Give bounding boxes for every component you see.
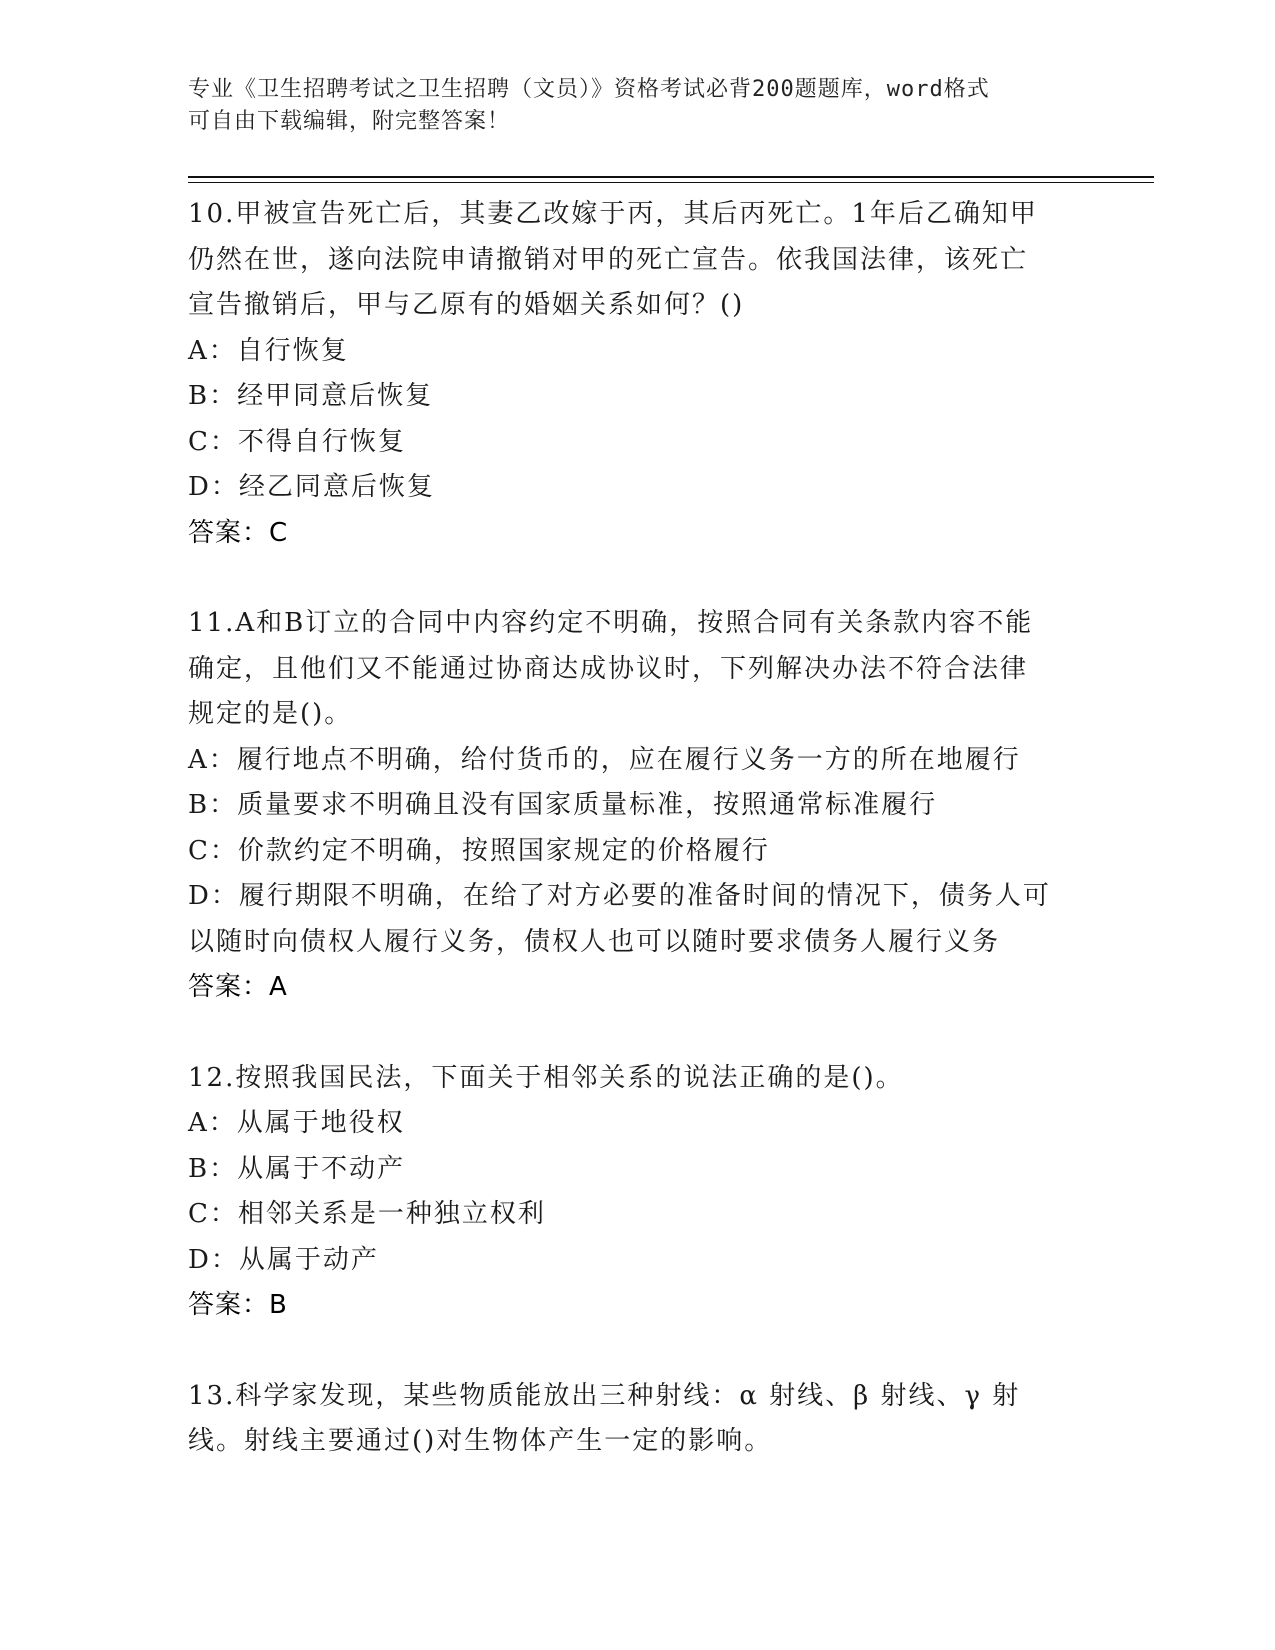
question-stem-line: 仍然在世，遂向法院申请撤销对甲的死亡宣告。依我国法律，该死亡 (188, 244, 1029, 275)
option-d: D：履行期限不明确，在给了对方必要的准备时间的情况下，债务人可 (188, 881, 1051, 911)
question-stem-line: 11.A和B订立的合同中内容约定不明确，按照合同有关条款内容不能 (188, 608, 1034, 638)
question-13 (188, 1374, 1088, 1465)
answer: 答案：A (188, 972, 288, 1002)
option-a: A：履行地点不明确，给付货币的，应在履行义务一方的所在地履行 (188, 744, 1021, 775)
question-stem-line: 10.甲被宣告死亡后，其妻乙改嫁于丙，其后丙死亡。1年后乙确知甲 (188, 199, 1038, 229)
option-c: C：价款约定不明确，按照国家规定的价格履行 (188, 835, 770, 866)
document-header (188, 74, 1068, 138)
question-stem-line: 线。射线主要通过()对生物体产生一定的影响。 (188, 1426, 773, 1456)
header-line-1: 专业《卫生招聘考试之卫生招聘（文员）》资格考试必背200题题库，word格式 (188, 77, 990, 102)
header-divider-thick (188, 176, 1154, 178)
option-b: B：经甲同意后恢复 (188, 381, 434, 411)
option-d: D：从属于动产 (188, 1244, 379, 1275)
option-d-continued: 以随时向债权人履行义务，债权人也可以随时要求债务人履行义务 (188, 926, 1001, 957)
option-a: A：自行恢复 (188, 335, 349, 366)
option-b: B：从属于不动产 (188, 1153, 406, 1184)
answer: 答案：C (188, 517, 289, 548)
header-divider-thin (188, 182, 1154, 183)
option-c: C：不得自行恢复 (188, 426, 406, 457)
question-10 (188, 192, 1088, 556)
question-stem-line: 确定，且他们又不能通过协商达成协议时，下列解决办法不符合法律 (188, 653, 1029, 684)
question-spacer (188, 556, 1088, 601)
header-line-2: 可自由下载编辑，附完整答案！ (188, 109, 511, 134)
option-d: D：经乙同意后恢复 (188, 472, 435, 502)
question-11 (188, 601, 1088, 1011)
question-spacer (188, 1329, 1088, 1374)
question-list (188, 192, 1088, 1465)
answer: 答案：B (188, 1290, 288, 1320)
option-b: B：质量要求不明确且没有国家质量标准，按照通常标准履行 (188, 790, 938, 820)
question-stem-line: 宣告撤销后，甲与乙原有的婚姻关系如何？() (188, 290, 745, 320)
question-stem-line: 12.按照我国民法，下面关于相邻关系的说法正确的是()。 (188, 1062, 904, 1093)
question-12 (188, 1056, 1088, 1329)
option-a: A：从属于地役权 (188, 1108, 405, 1138)
question-stem-line: 规定的是()。 (188, 699, 353, 729)
question-stem-line: 13.科学家发现，某些物质能放出三种射线：α 射线、β 射线、γ 射 (188, 1380, 1021, 1411)
option-c: C：相邻关系是一种独立权利 (188, 1199, 546, 1229)
question-spacer (188, 1011, 1088, 1056)
